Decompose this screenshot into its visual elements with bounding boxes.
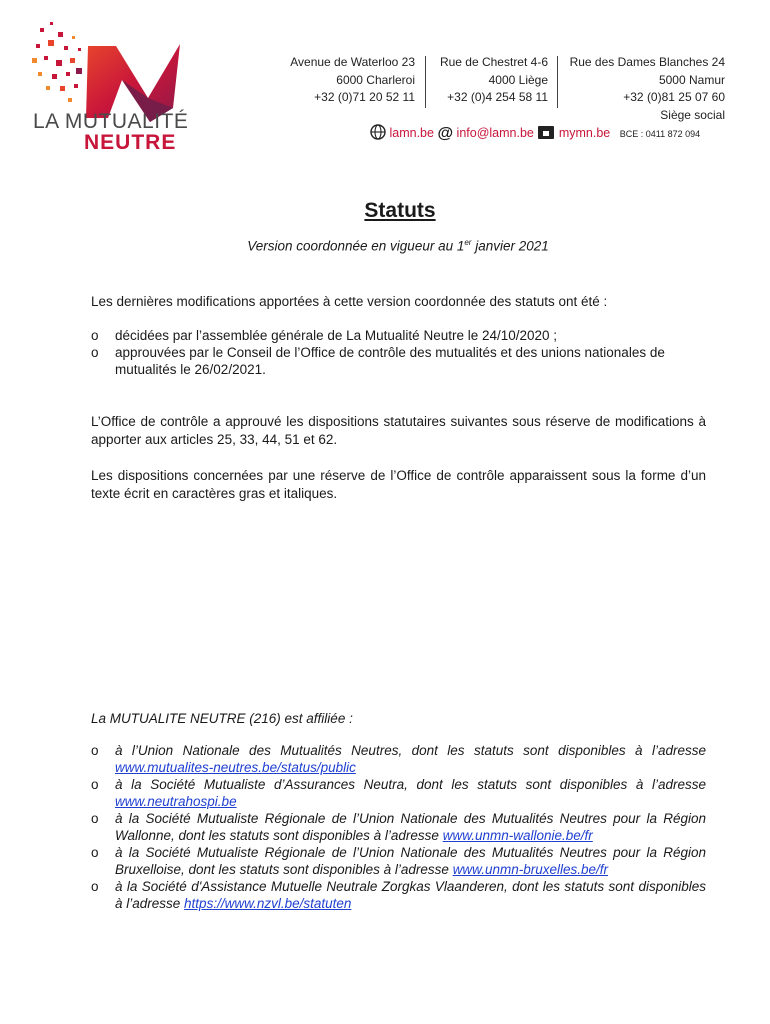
list-item-text: à la Société d'Assistance Mutuelle Neutrale Zorgkas Vlaanderen, dont les statuts sont disponibles à l’adresse (115, 879, 706, 911)
statuts-link[interactable]: www.neutrahospi.be (115, 794, 237, 809)
address-line: +32 (0)4 254 58 11 (447, 90, 548, 104)
address-line: 5000 Namur (658, 72, 725, 87)
statuts-link[interactable]: www.mutualites-neutres.be/status/public (115, 760, 356, 775)
bullet: o (91, 345, 99, 360)
address-line: 4000 Liège (488, 72, 548, 87)
list-item (91, 344, 706, 378)
address-liege (440, 54, 548, 107)
list-item-text: à l’Union Nationale des Mutualités Neutres, dont les statuts sont disponibles à l’adresse (115, 743, 706, 758)
subtitle-sup: er (464, 238, 472, 247)
statuts-link[interactable]: https://www.nzvl.be/statuten (184, 896, 352, 911)
document-subtitle (0, 238, 770, 254)
document-title: Statuts (364, 199, 436, 222)
address-line: 6000 Charleroi (336, 72, 415, 87)
list-item-text: à la Société Mutualiste d’Assurances Neutra, dont les statuts sont disponibles à l’adresse (115, 777, 706, 792)
list-item-text: à la Société Mutualiste Régionale de l’Union Nationale des Mutualités Neutres pour la Région Wallonne, dont les statuts sont disponibles à l’adresse (115, 811, 706, 843)
address-line: +32 (0)71 20 52 11 (314, 90, 415, 104)
email-link[interactable]: info@lamn.be (456, 125, 534, 140)
bullet: o (91, 743, 99, 758)
control-office-paragraph: L’Office de contrôle a approuvé les dispositions statutaires suivantes sous réserve de modifications à apporter aux articles 25, 33, 44, 51 et 62. (91, 414, 706, 447)
bce-number: BCE : 0411 872 094 (619, 128, 701, 139)
address-line: Rue des Dames Blanches 24 (569, 55, 725, 69)
list-item-text: décidées par l’assemblée générale de La Mutualité Neutre le 24/10/2020 ; (115, 328, 558, 343)
at-icon: @ (437, 124, 454, 142)
list-item (91, 810, 706, 844)
address-line: Siège social (660, 107, 725, 122)
intro-paragraph: Les dernières modifications apportées à cette version coordonnée des statuts ont été : (91, 294, 608, 309)
statuts-link[interactable]: www.unmn-wallonie.be/fr (442, 828, 593, 843)
statuts-link[interactable]: www.unmn-bruxelles.be/fr (452, 862, 608, 877)
subtitle-text: janvier 2021 (471, 238, 549, 254)
divider (557, 56, 558, 108)
lock-icon (537, 124, 555, 143)
modifications-list (91, 327, 706, 378)
website-link[interactable]: lamn.be (389, 125, 434, 140)
address-charleroi (290, 54, 415, 107)
list-item (91, 844, 706, 878)
affiliations-list (91, 742, 706, 912)
globe-icon (370, 124, 386, 143)
bullet: o (91, 879, 99, 894)
logo-text-line2: NEUTRE (84, 131, 177, 154)
list-item (91, 878, 706, 912)
address-line: Rue de Chestret 4-6 (439, 55, 548, 69)
contact-line (370, 124, 700, 143)
logo-text-line1: LA MUTUALITÉ (33, 110, 189, 133)
reserve-paragraph: Les dispositions concernées par une réserve de l’Office de contrôle apparaissent sous la forme d’un texte écrit en caractères gras et italiques. (91, 468, 706, 501)
list-item (91, 776, 706, 810)
portal-link[interactable]: mymn.be (558, 125, 611, 140)
bullet: o (91, 777, 99, 792)
divider (425, 56, 426, 108)
bullet: o (91, 811, 99, 826)
list-item (91, 327, 706, 344)
address-line: Avenue de Waterloo 23 (290, 55, 415, 69)
affiliation-intro: La MUTUALITE NEUTRE (216) est affiliée : (91, 711, 353, 726)
subtitle-text: Version coordonnée en vigueur au 1 (247, 238, 465, 254)
bullet: o (91, 328, 99, 343)
address-namur (570, 54, 725, 124)
bullet: o (91, 845, 99, 860)
list-item-text: approuvées par le Conseil de l’Office de contrôle des mutualités et des unions nationales de mutualités le 26/02/2021. (115, 345, 665, 377)
list-item (91, 742, 706, 776)
list-item-text: à la Société Mutualiste Régionale de l’Union Nationale des Mutualités Neutres pour la Région Bruxelloise, dont les statuts sont disponibles à l’adresse (115, 845, 706, 877)
address-line: +32 (0)81 25 07 60 (623, 90, 725, 104)
